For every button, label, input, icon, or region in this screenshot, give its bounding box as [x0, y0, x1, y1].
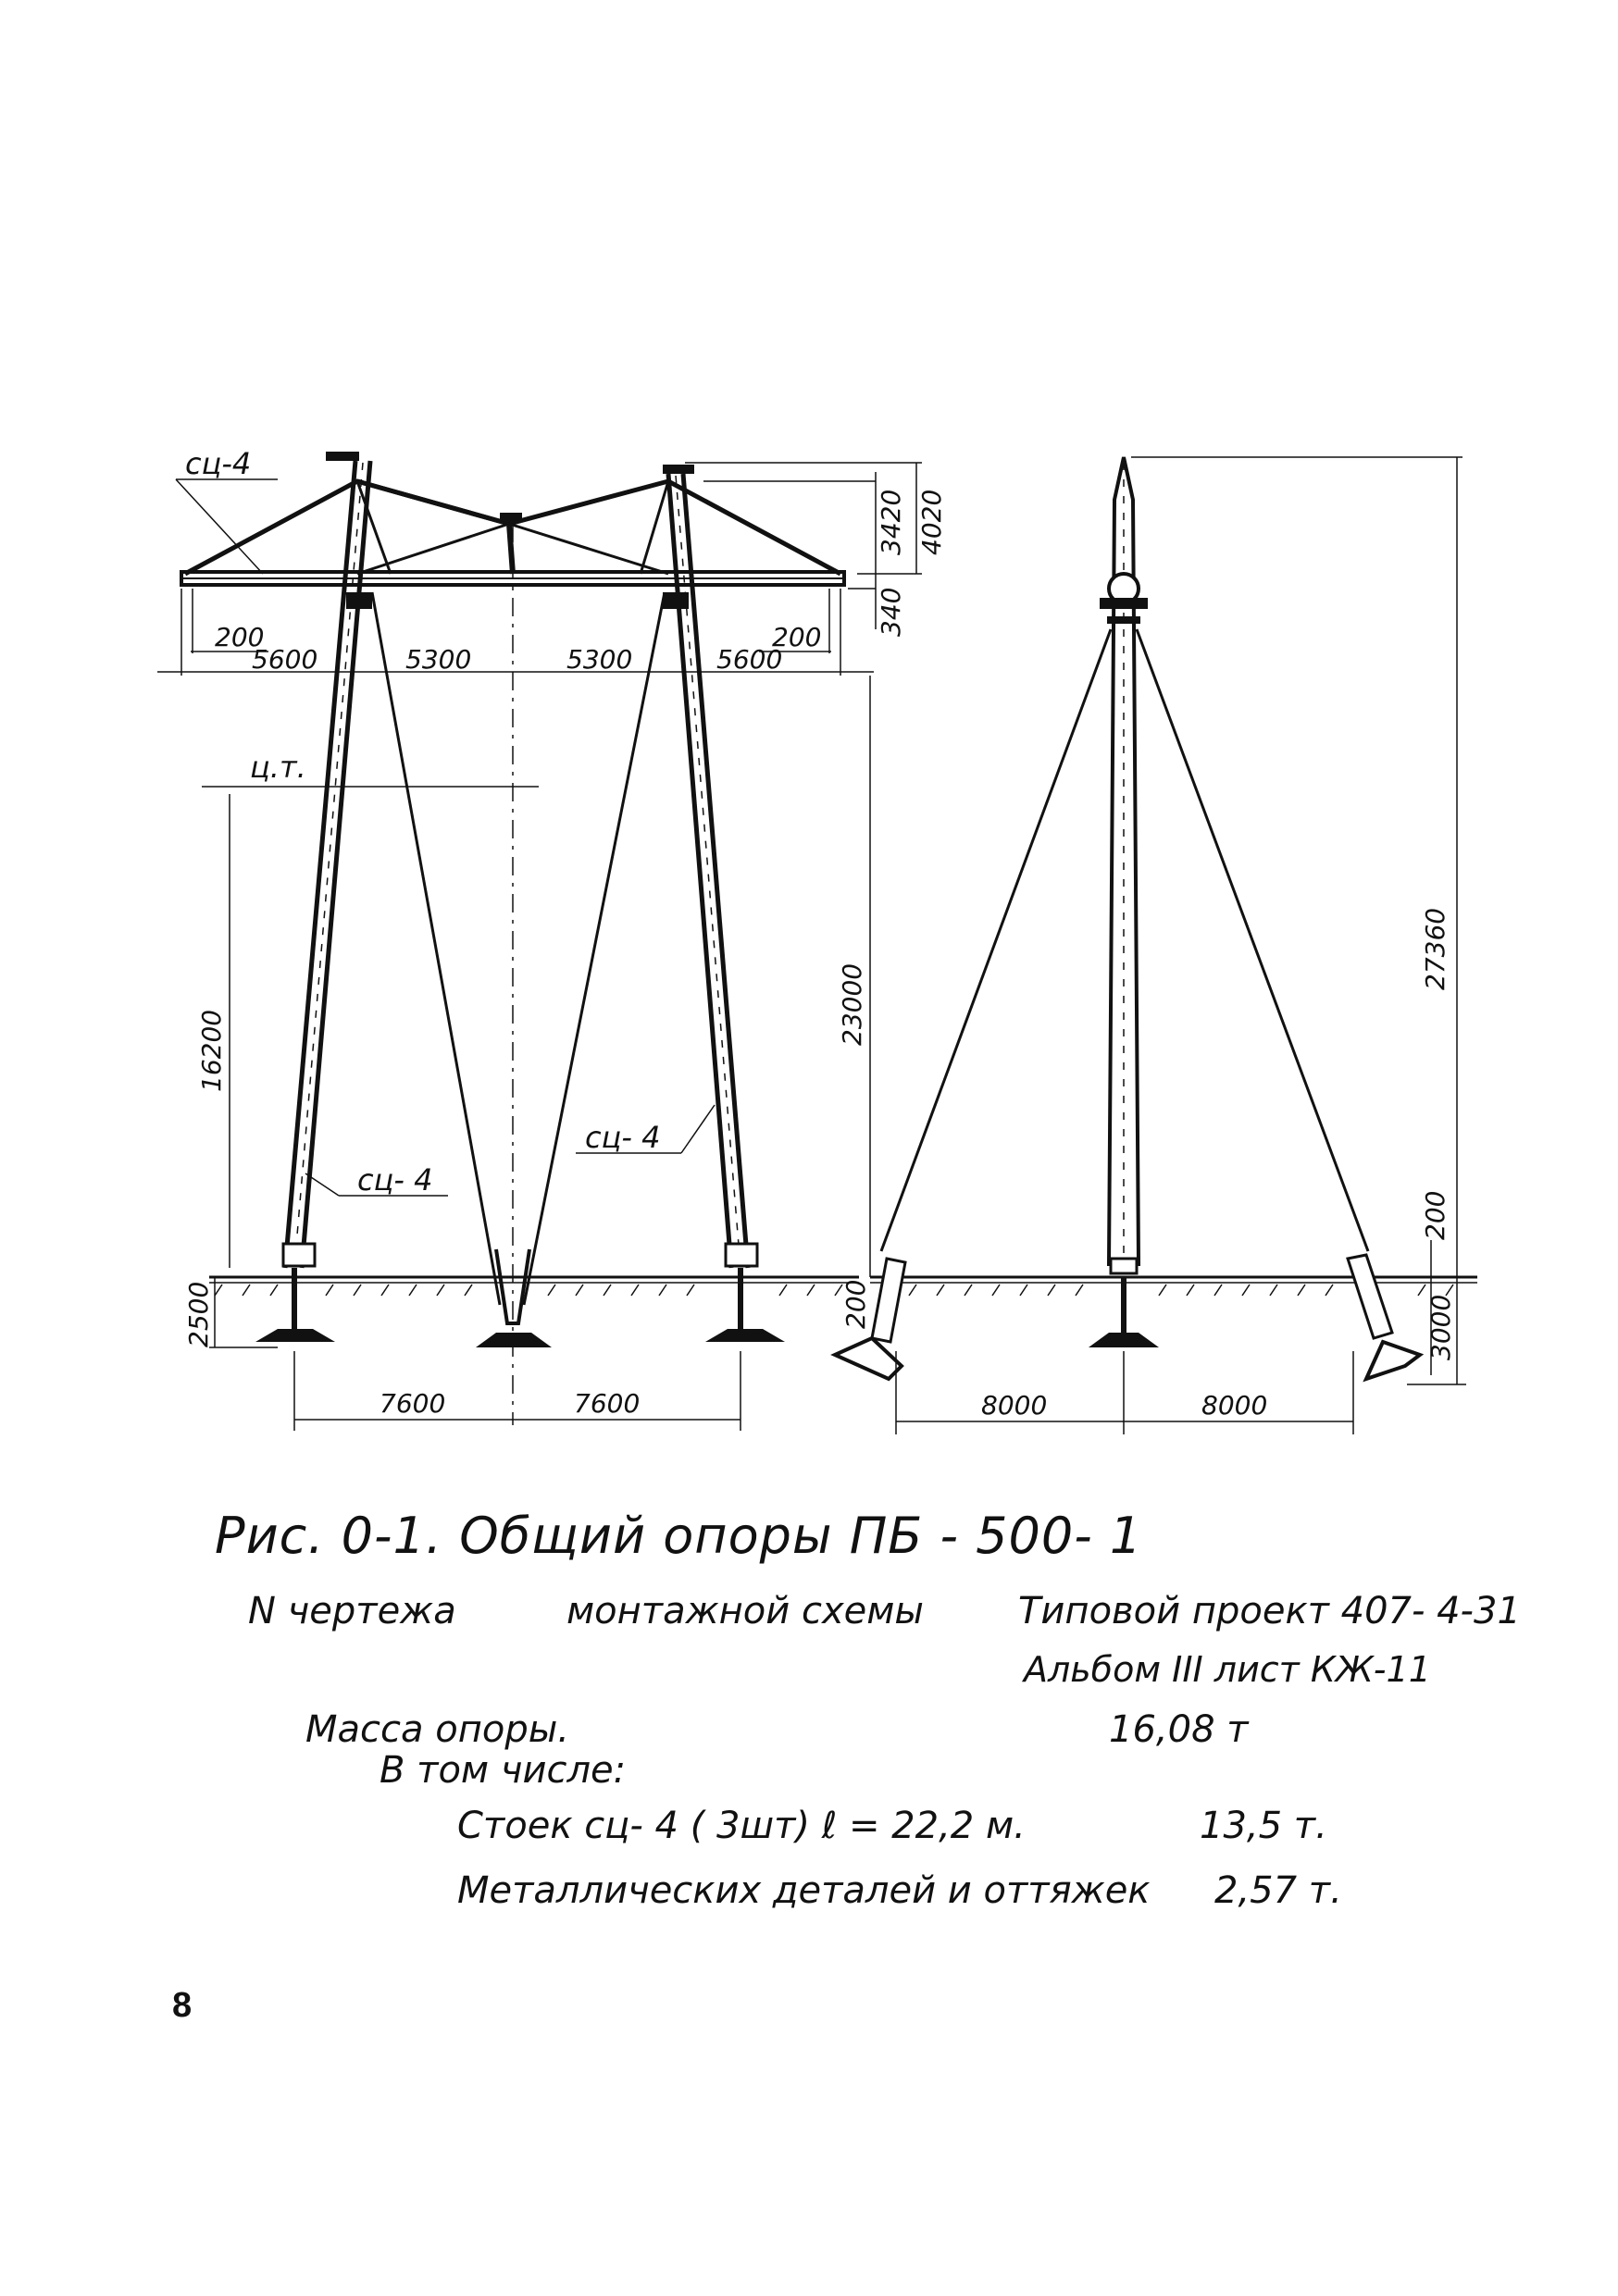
- dim-5300-right: 5300: [566, 644, 633, 675]
- label-member-low: сц- 4: [357, 1162, 433, 1198]
- dim-16200: 16200: [196, 1009, 227, 1092]
- album-sheet: Альбом III лист КЖ-11: [1024, 1649, 1431, 1690]
- dim-7600-left: 7600: [380, 1388, 446, 1419]
- dim-340: 340: [876, 587, 906, 637]
- dim-left-200: 200: [215, 622, 265, 652]
- metal-value: 2,57 т.: [1214, 1869, 1342, 1912]
- scheme-label: монтажной схемы: [566, 1590, 925, 1632]
- dim-2500: 2500: [183, 1281, 214, 1347]
- dim-5600-right: 5600: [716, 644, 783, 675]
- mass-label: Масса опоры.: [305, 1708, 570, 1751]
- including-label: В том числе:: [380, 1749, 627, 1792]
- dim-8000-left: 8000: [981, 1390, 1048, 1421]
- label-member-mid: сц- 4: [585, 1120, 661, 1155]
- footing-left: [255, 1244, 335, 1342]
- dim-5300-left: 5300: [405, 644, 472, 675]
- dim-3000: 3000: [1425, 1294, 1456, 1360]
- typical-project: Типовой проект 407- 4-31: [1018, 1590, 1521, 1632]
- right-post: [663, 474, 748, 1268]
- cg-label: ц.т.: [250, 750, 306, 785]
- figure-title: Рис. 0-1. Общий опоры ПБ - 500- 1: [215, 1507, 1143, 1565]
- dim-7600-right: 7600: [574, 1388, 641, 1419]
- side-stay-right: [1137, 629, 1368, 1251]
- dim-8000-right: 8000: [1201, 1390, 1268, 1421]
- label-member-top: сц-4: [185, 446, 252, 481]
- dim-23000: 23000: [837, 962, 867, 1046]
- dim-right-200: 200: [772, 622, 822, 652]
- footing-right: [705, 1244, 785, 1342]
- dim-4020: 4020: [916, 489, 947, 555]
- drawing-number-label: N чертежа: [248, 1590, 456, 1632]
- side-elevation: [835, 457, 1477, 1434]
- stay-left: [372, 592, 500, 1305]
- dim-27360: 27360: [1420, 907, 1450, 990]
- dim-200-low: 200: [840, 1279, 871, 1329]
- side-stay-left: [881, 629, 1111, 1251]
- metal-label: Металлических деталей и оттяжек: [457, 1869, 1151, 1912]
- dim-3420: 3420: [876, 489, 906, 555]
- page-number: 8: [172, 1986, 193, 2025]
- posts-value: 13,5 т.: [1200, 1805, 1327, 1847]
- mass-value: 16,08 т: [1109, 1708, 1249, 1751]
- front-elevation: [157, 446, 947, 1431]
- dim-5600-left: 5600: [252, 644, 318, 675]
- posts-label: Стоек сц- 4 ( 3шт) ℓ = 22,2 м.: [457, 1805, 1026, 1847]
- stay-right: [524, 592, 665, 1305]
- dim-200-side: 200: [1420, 1190, 1450, 1240]
- footing-centre: [476, 1249, 552, 1347]
